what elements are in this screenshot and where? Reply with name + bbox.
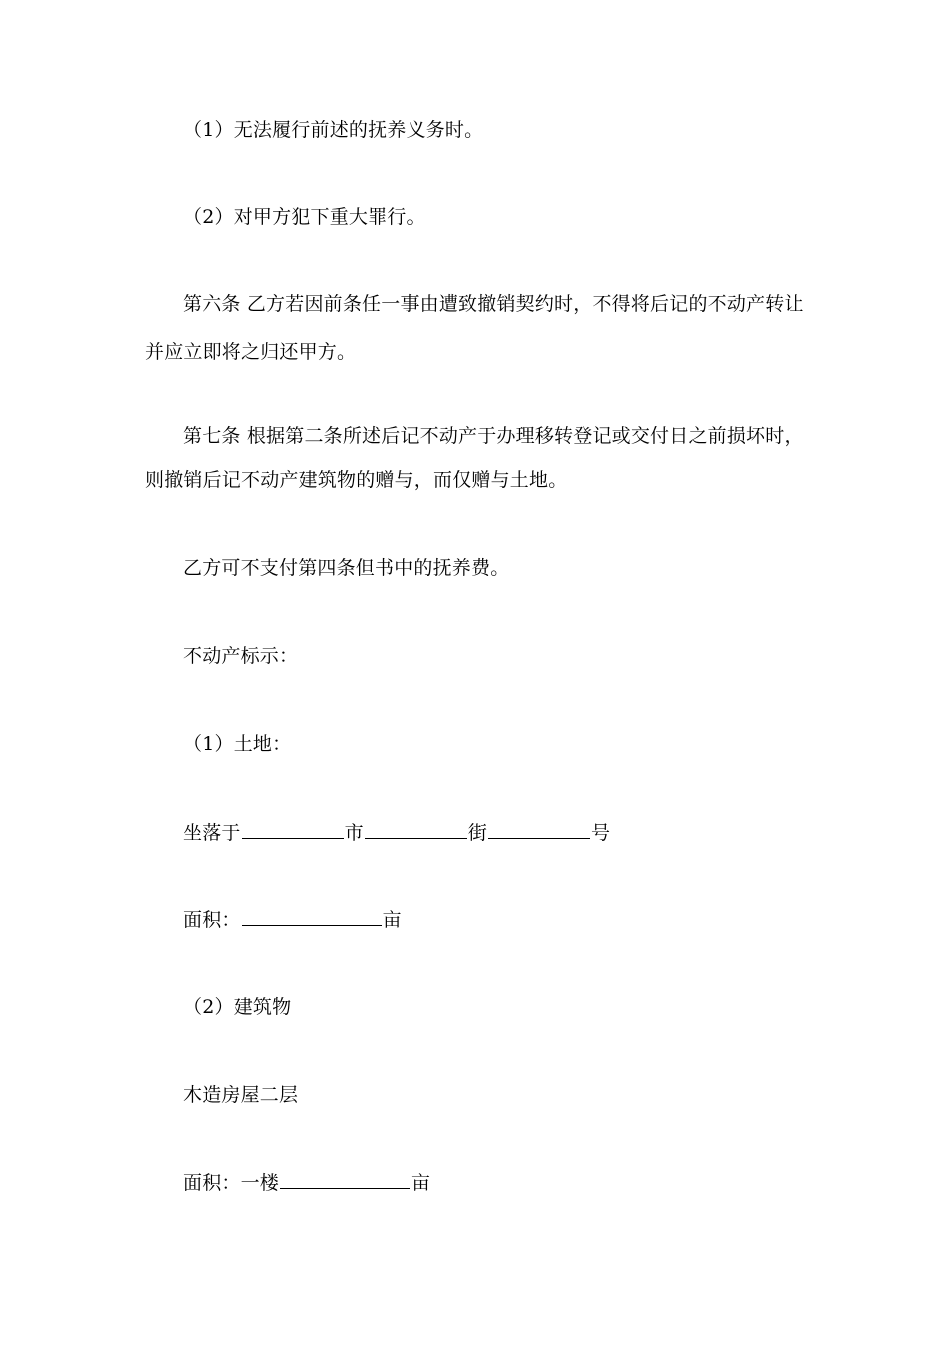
article-6-line-2: 并应立即将之归还甲方。: [145, 341, 357, 363]
land-heading: （1）土地：: [183, 733, 292, 755]
location-prefix: 坐落于: [183, 822, 241, 844]
building-description: 木造房屋二层: [183, 1084, 299, 1106]
property-heading: 不动产标示：: [183, 645, 299, 667]
article-7-line-2: 则撤销后记不动产建筑物的赠与，而仅赠与土地。: [145, 469, 568, 491]
article-6-line-1: 第六条 乙方若因前条任一事由遭致撤销契约时，不得将后记的不动产转让: [183, 293, 804, 315]
building-area-unit: 亩: [411, 1172, 431, 1194]
article-7-line-1: 第七条 根据第二条所述后记不动产于办理移转登记或交付日之前损坏时，: [183, 425, 804, 447]
item-2-text: （2）对甲方犯下重大罪行。: [183, 206, 426, 228]
number-blank[interactable]: [488, 820, 590, 839]
land-area-unit: 亩: [382, 909, 402, 931]
note-text: 乙方可不支付第四条但书中的抚养费。: [183, 557, 510, 579]
building-heading: （2）建筑物: [183, 996, 292, 1018]
land-area-blank[interactable]: [242, 907, 382, 926]
land-area-label: 面积：: [183, 909, 241, 931]
location-city-label: 市: [344, 822, 364, 844]
location-street-label: 街: [467, 822, 488, 844]
city-blank[interactable]: [242, 820, 344, 839]
building-area-label: 面积：一楼: [183, 1172, 280, 1194]
street-blank[interactable]: [365, 820, 467, 839]
building-area-line: [183, 1170, 430, 1195]
location-number-label: 号: [591, 822, 611, 844]
item-1-text: （1）无法履行前述的抚养义务时。: [183, 119, 484, 141]
land-location-line: [183, 820, 610, 845]
land-area-line: [183, 907, 402, 932]
building-area-blank[interactable]: [280, 1170, 410, 1189]
